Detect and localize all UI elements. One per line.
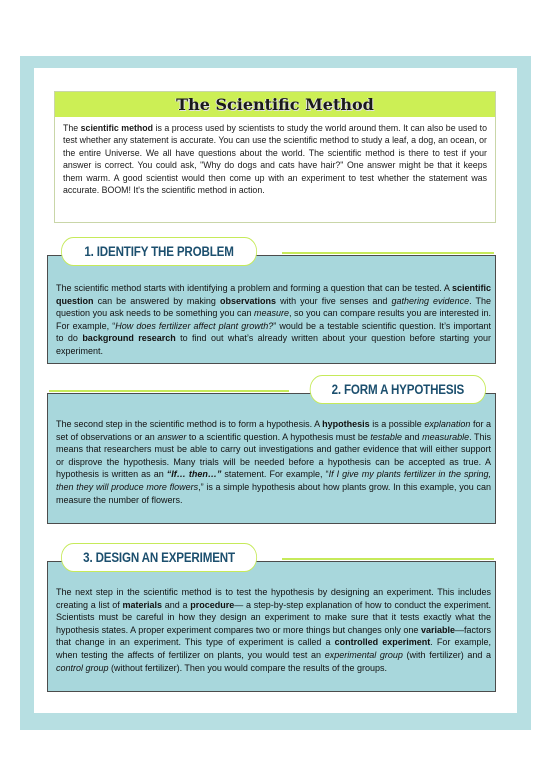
term-scientific-question: scientific question: [56, 283, 491, 306]
heading-rule: [282, 252, 494, 254]
text-run: to find out what’s already written about your question before starting your experiment.: [56, 333, 491, 356]
section-paragraph: [48, 562, 495, 674]
text-run: . The question you ask needs to be something you can: [56, 295, 491, 319]
term-procedure: procedure: [190, 599, 235, 610]
term-observations: observations: [219, 295, 276, 306]
section-paragraph: [48, 394, 495, 506]
term-measurable: measurable: [422, 431, 470, 442]
intro-term-scientific-method: scientific method: [80, 123, 154, 133]
text-run: , so you can compare results you are interested in. For example, “: [56, 308, 491, 331]
term-experimental-group: experimental group: [324, 649, 403, 660]
term-materials: materials: [122, 599, 162, 610]
text-run: and: [401, 431, 423, 442]
text-run: and a: [162, 599, 191, 610]
text-run: for a set of observations or an: [56, 419, 491, 442]
text-run: The scientific method starts with identifying a problem and forming a question that can be tested. A: [56, 283, 452, 293]
term-if-then: “If… then…”: [166, 469, 222, 480]
term-control-group: control group: [56, 662, 109, 673]
section-heading-1: 1. IDENTIFY THE PROBLEM: [61, 237, 257, 266]
example-hypothesis: If I give my plants fertilizer in the spring, then they will produce more flowers: [56, 469, 492, 492]
text-run: —factors that change in an experiment. This type of experiment is called a: [56, 624, 491, 648]
term-measure: measure: [254, 308, 290, 319]
term-answer: answer: [157, 431, 187, 442]
text-run: (without fertilizer). Then you would compare the results of the groups.: [108, 662, 388, 673]
text-run: The second step in the scientific method is to form a hypothesis. A: [56, 419, 323, 429]
term-hypothesis: hypothesis: [322, 419, 370, 429]
text-run: can be answered by making: [93, 295, 220, 306]
term-gathering-evidence: gathering evidence: [391, 295, 470, 306]
section-heading-2: 2. FORM A HYPOTHESIS: [310, 375, 486, 404]
term-variable: variable: [420, 624, 455, 635]
text-run: The next step in the scientific method is to test the hypothesis by designing an experiment. This includes creating a list of: [56, 587, 491, 610]
intro-text-run: is a process used by scientists to study the world around them. It can also be used to test whether any statement is accurate. You can use the scientific method to study a leaf, a dog, an ocean, or the entire Universe. We all have questions about the world. The scientific method is there to test if your answer is correct. You could ask, "Why do dogs and cats have hair?" One answer might be that it keeps them warm. A good scientist would then come up with an experiment to test whether the statement was accurate. BOOM! It's the scientific method in action.: [63, 123, 487, 196]
text-run: . This means that researchers must be able to carry out investigations and gather evidence that will either support or disprove the hypothesis. Many trials will be needed before a hypothesis can be accepted as true. A hypothesis is written as an: [56, 431, 492, 480]
heading-rule: [49, 390, 289, 392]
intro-text-run: The: [63, 123, 81, 133]
text-run: ” would be a testable scientific question. It’s important to do: [56, 320, 491, 344]
text-run: (with fertilizer) and a: [402, 649, 492, 660]
example-question: How does fertilizer affect plant growth?: [115, 320, 274, 331]
section-heading-3: 3. DESIGN AN EXPERIMENT: [61, 543, 257, 572]
text-run: — a step-by-step explanation of how to conduct the experiment. Scientists must be careful in how they design an experiment to make sure that it tests exactly what the hypothesis states. A proper experiment compares two or more things but changes only one: [56, 599, 491, 635]
text-run: . For example, when testing the affects of fertilizer on plants, you would test an: [56, 637, 491, 660]
page-title: The Scientific Method: [55, 92, 495, 117]
section-form-hypothesis: [47, 393, 496, 524]
term-testable: testable: [370, 431, 402, 442]
section-identify-problem: [47, 255, 496, 364]
text-run: with your five senses and: [276, 295, 392, 306]
heading-rule: [282, 558, 494, 560]
term-background-research: background research: [82, 333, 176, 344]
text-run: to a scientific question. A hypothesis must be: [186, 431, 371, 442]
text-run: ,” is a simple hypothesis about how plants grow. In this example, you can measure the number of flowers.: [56, 481, 491, 505]
term-controlled-experiment: controlled experiment: [334, 637, 431, 648]
text-run: is a possible: [369, 419, 425, 429]
section-design-experiment: [47, 561, 496, 692]
intro-paragraph: [55, 117, 495, 196]
text-run: statement. For example, “: [221, 469, 329, 480]
intro-box: [54, 91, 496, 223]
term-explanation: explanation: [424, 419, 471, 429]
section-paragraph: [48, 256, 495, 358]
